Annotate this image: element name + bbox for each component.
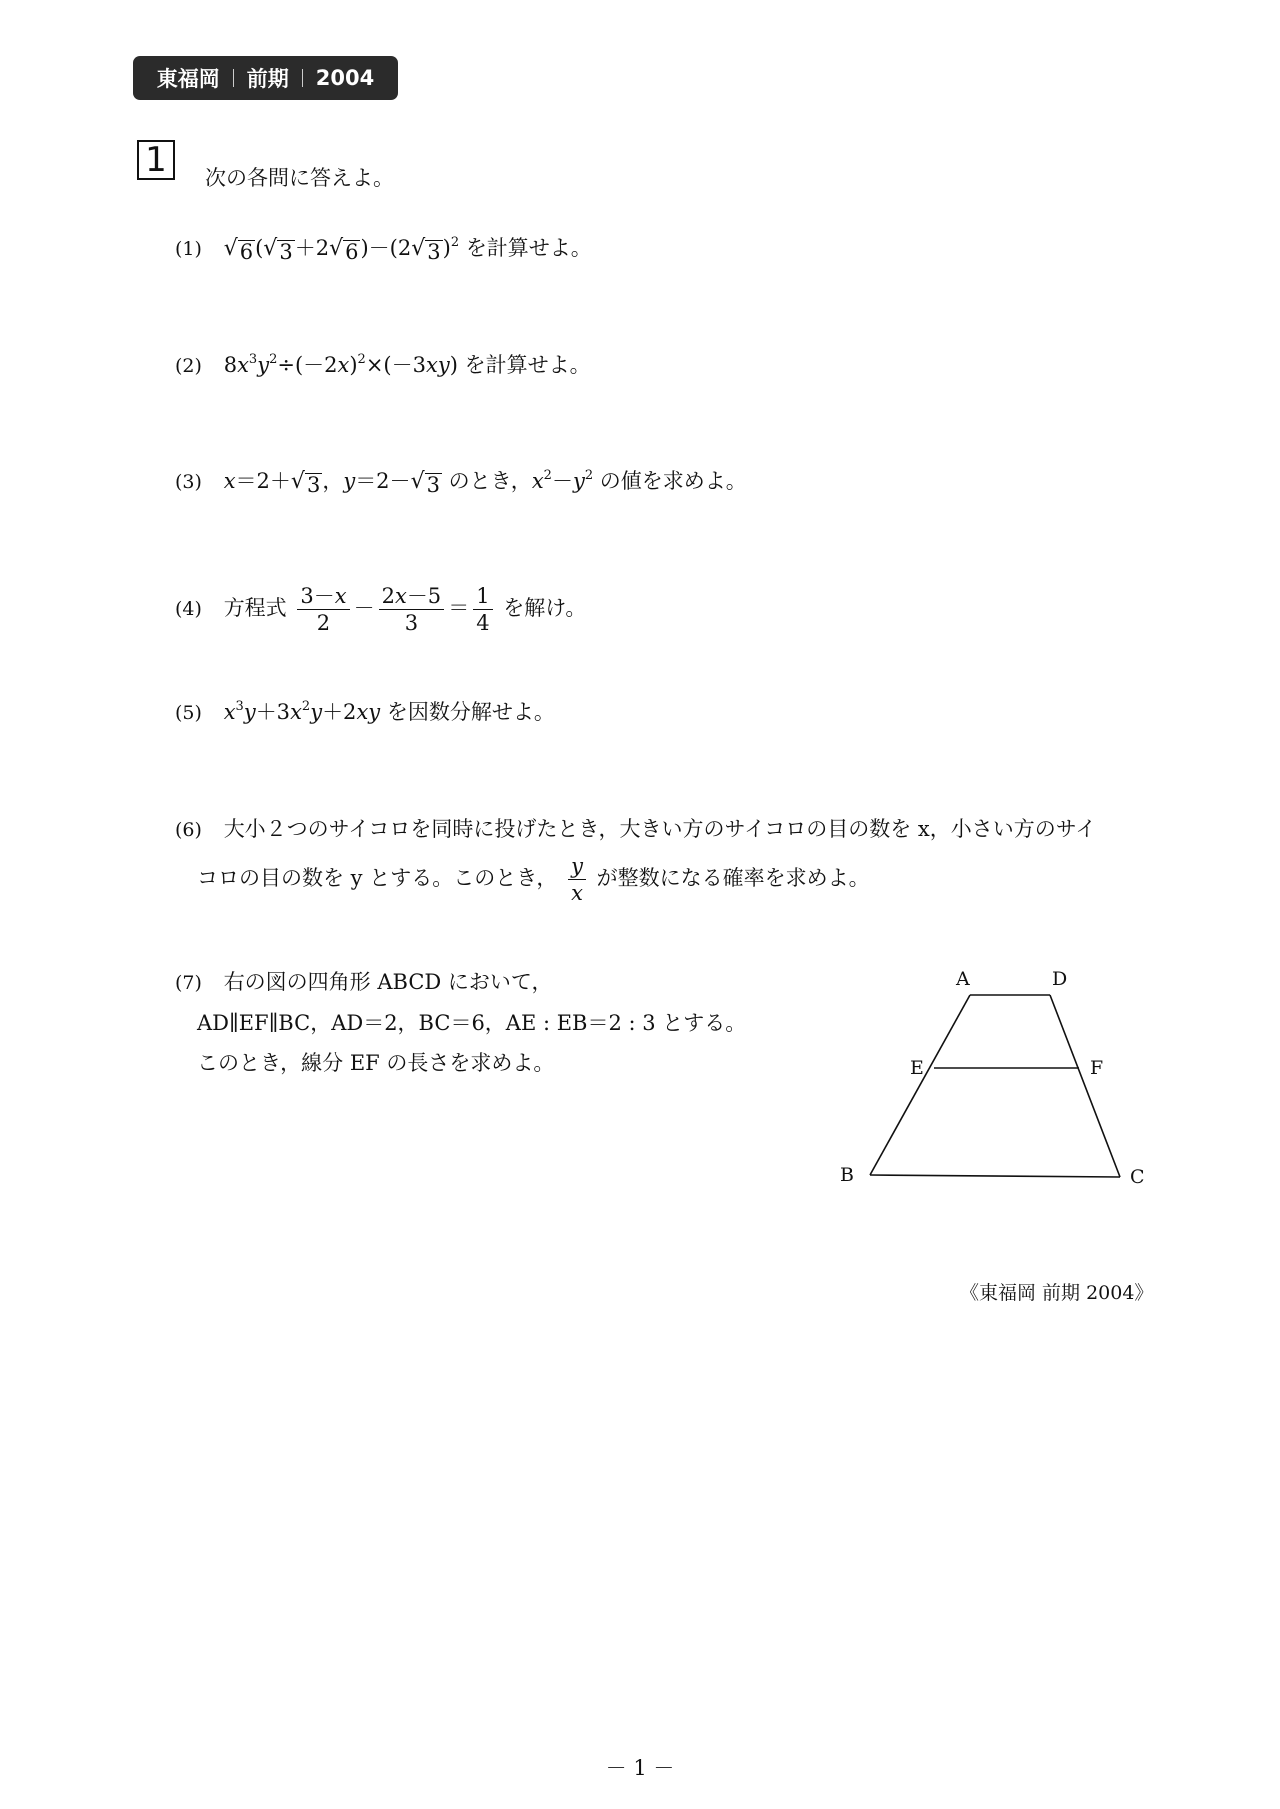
problem-label: (5) (175, 702, 202, 724)
math-expression: $\frac{3-x}{2}$ － $\frac{2x-5}{3}$ ＝ $\frac{1}{4}$ (293, 596, 503, 620)
math-expression: √ 6 ( √ 3 ＋2 √ 6 )－(2 √ 3 )$^2$ (223, 235, 460, 264)
problem-2 (175, 345, 591, 386)
tag-divider (302, 69, 303, 87)
segment-dc (1050, 995, 1120, 1177)
year-label: 2004 (315, 66, 375, 90)
problem-line: が整数になる確率を求めよ。 (596, 866, 870, 890)
problem-label: (3) (175, 471, 202, 493)
school-name: 東福岡 (156, 67, 220, 91)
problem-line: このとき，線分 EF の長さを求めよ。 (197, 1051, 555, 1075)
label-f: F (1090, 1057, 1104, 1079)
problem-label: (2) (175, 355, 202, 377)
label-b: B (840, 1164, 854, 1186)
label-c: C (1130, 1166, 1145, 1188)
source-citation: 《東福岡 前期 2004》 (960, 1282, 1154, 1304)
problem-text: を計算せよ。 (464, 353, 591, 377)
question-intro: 次の各問に答えよ。 (205, 166, 394, 190)
exam-tag (133, 56, 398, 100)
problem-line: 右の図の四角形 ABCD において， (223, 970, 553, 994)
label-e: E (910, 1057, 924, 1079)
problem-label: (1) (175, 238, 202, 260)
problem-4 (175, 578, 586, 639)
problem-label: (6) (175, 819, 202, 841)
problem-text: を因数分解せよ。 (386, 700, 555, 724)
segment-ab (870, 995, 970, 1175)
problem-text: を解け。 (503, 596, 587, 620)
problem-prefix: 方程式 (223, 596, 287, 620)
problem-line: コロの目の数を y とする。このとき， (197, 866, 558, 890)
fraction-y-over-x: $\frac{y}{x}$ (568, 853, 586, 906)
problem-line: AD∥EF∥BC，AD＝2，BC＝6，AE : EB＝2 : 3 とする。 (197, 1011, 747, 1035)
question-number-box: 1 (137, 140, 175, 180)
problem-3 (175, 461, 747, 502)
trapezoid-figure (830, 955, 1160, 1195)
math-expression: $8x^3y^2\div(-2x)^2\times(-3xy)$ (223, 352, 458, 377)
problem-label: (7) (175, 972, 202, 994)
page-number: － 1 － (605, 1756, 675, 1780)
problem-text: の値を求めよ。 (599, 469, 747, 493)
math-expression: $x^3y+3x^2y+2xy$ (223, 699, 381, 724)
term-label: 前期 (246, 67, 289, 91)
segment-bc (870, 1175, 1120, 1177)
math-expression: x＝2＋ √ 3 ，y＝2－ √ 3 のとき，$x^2-y^2$ (223, 468, 594, 497)
problem-7 (175, 962, 746, 1083)
problem-text: を計算せよ。 (465, 236, 592, 260)
label-d: D (1052, 968, 1068, 990)
problem-1 (175, 228, 592, 269)
problem-5 (175, 692, 555, 733)
tag-divider (233, 69, 234, 87)
problem-line: 大小２つのサイコロを同時に投げたとき，大きい方のサイコロの目の数を x，小さい方のサイ (223, 817, 1097, 841)
label-a: A (956, 968, 970, 990)
problem-6 (175, 809, 1096, 906)
problem-label: (4) (175, 598, 202, 620)
